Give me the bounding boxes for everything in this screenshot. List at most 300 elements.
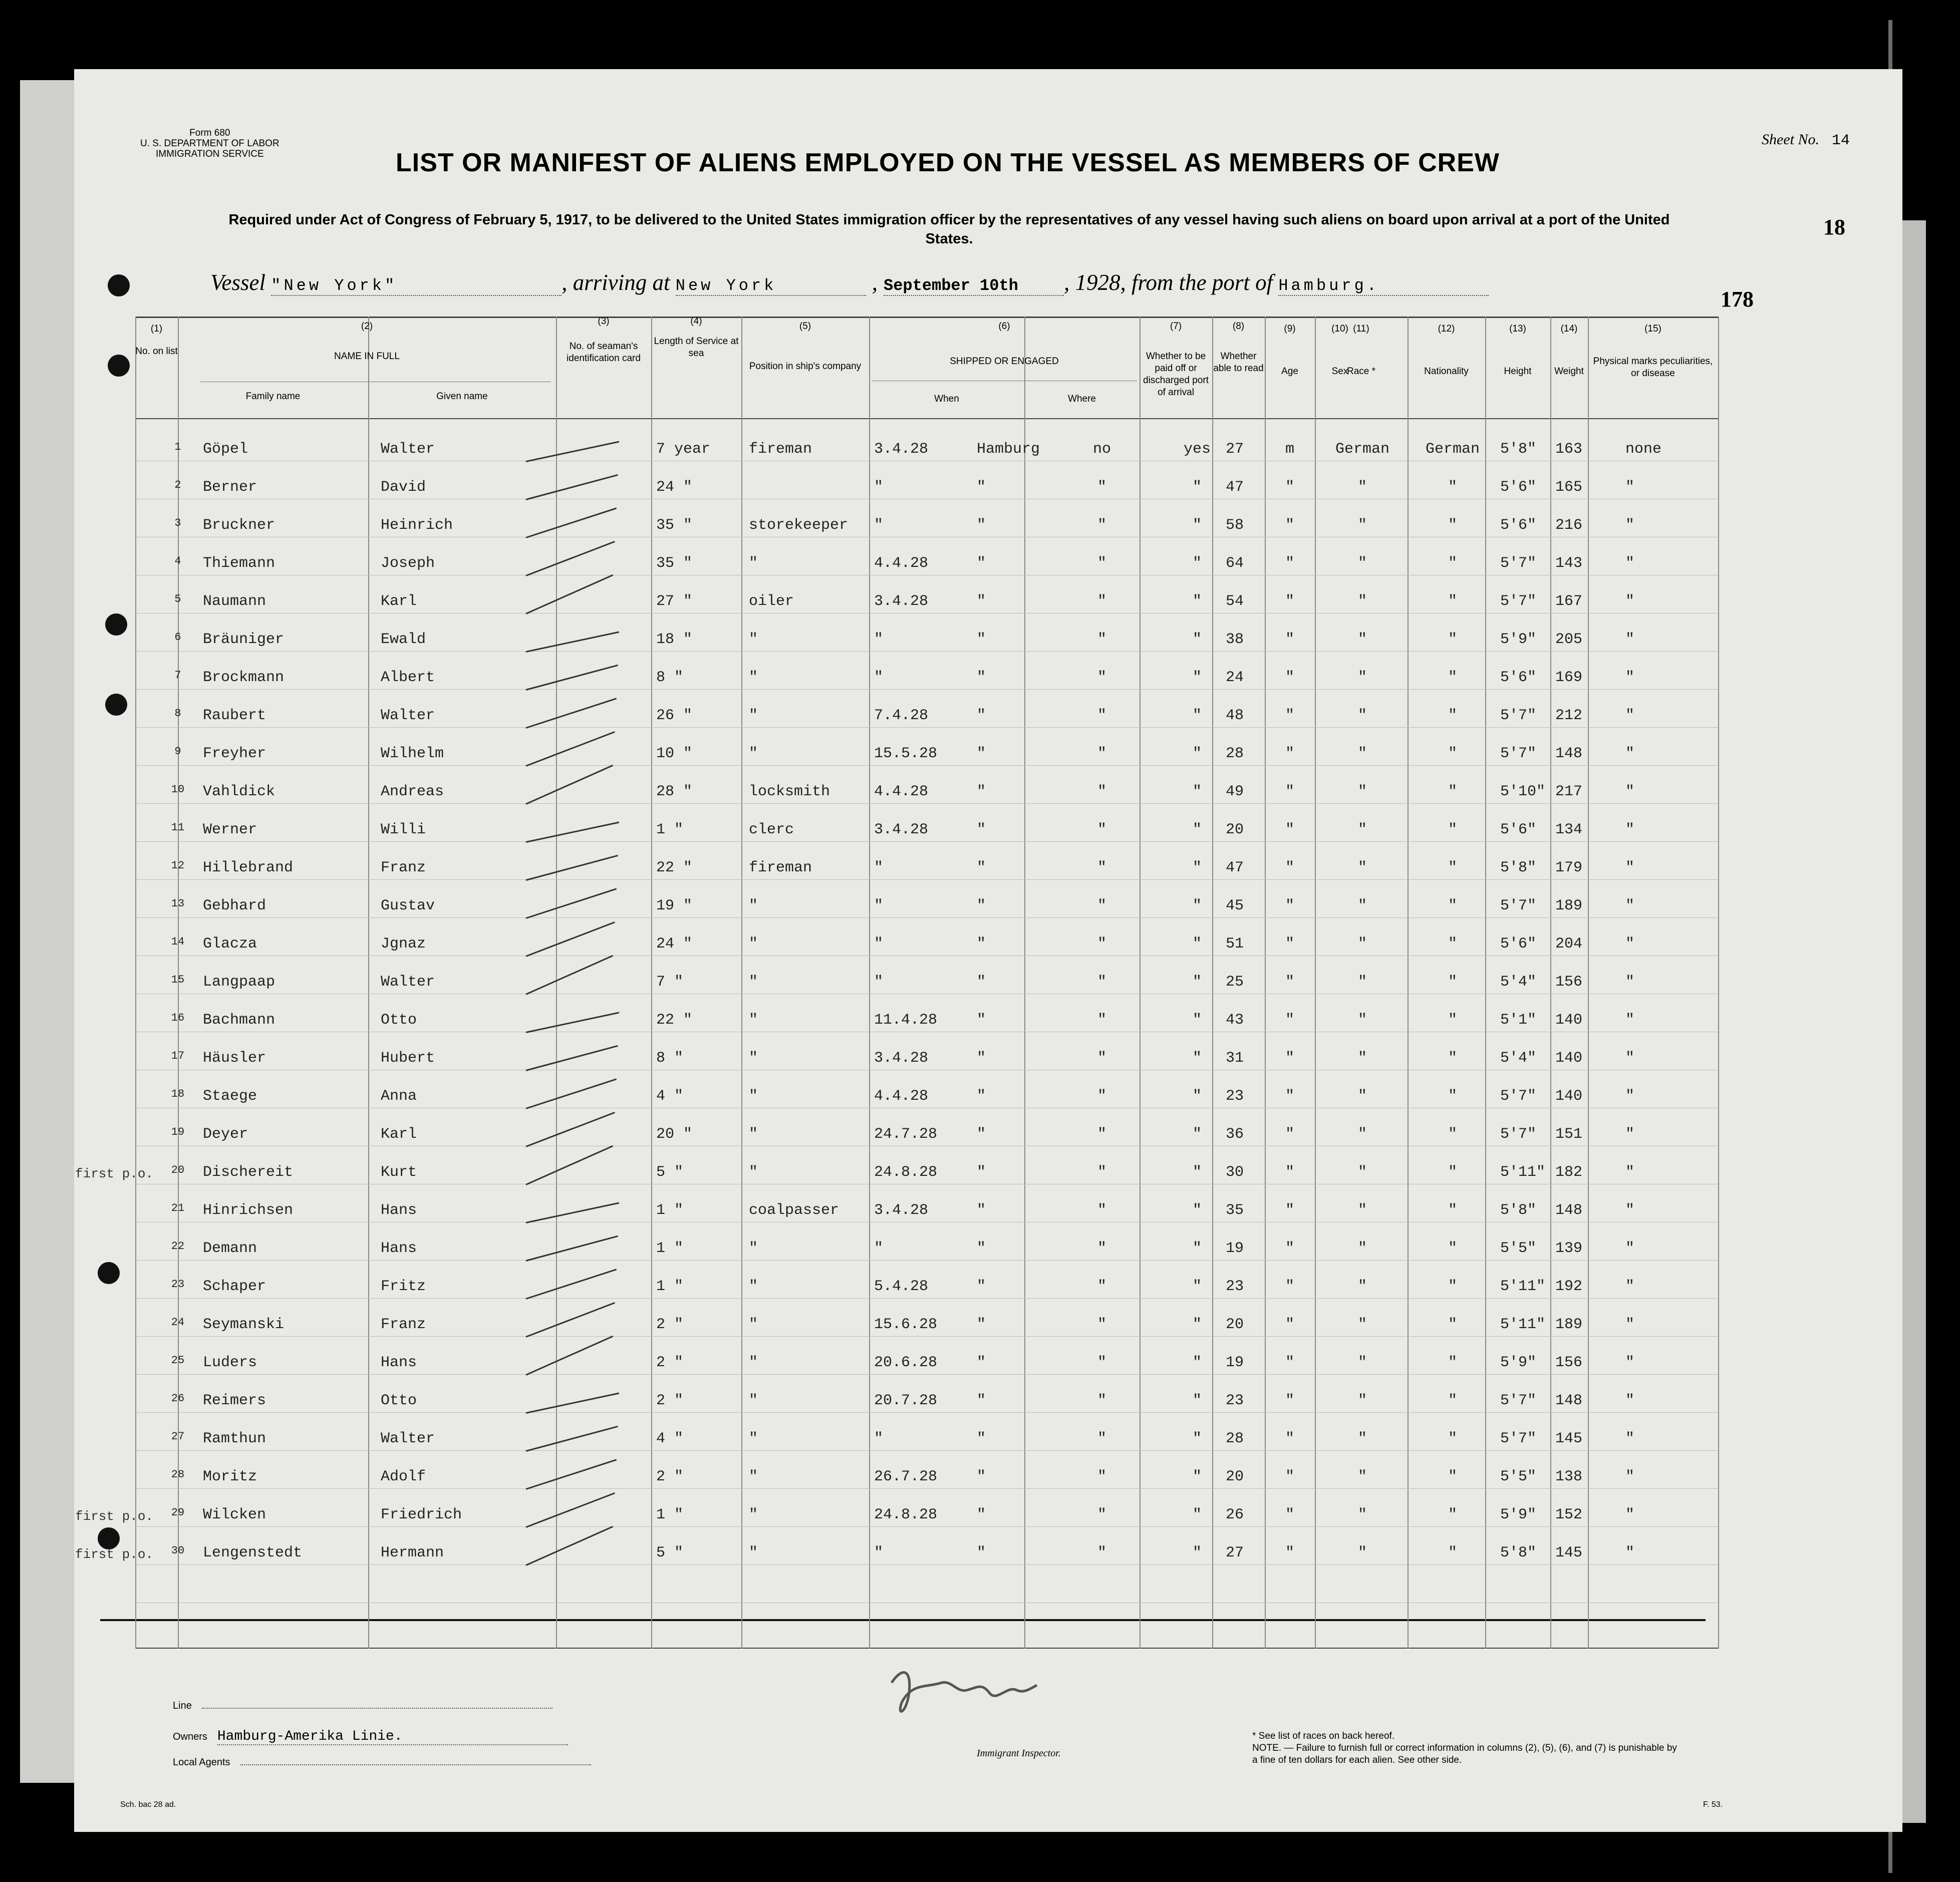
cell-height: 5'11"	[1500, 1164, 1546, 1181]
cell-marks: "	[1625, 935, 1635, 953]
column-header: When	[934, 394, 959, 404]
cell-given: Franz	[381, 1316, 426, 1333]
cell-given: Wilhelm	[381, 745, 444, 762]
column-header: Sex	[1331, 366, 1348, 377]
cell-given: Walter	[381, 441, 435, 458]
cell-nationality: "	[1448, 1050, 1458, 1067]
cell-no: 28	[171, 1468, 185, 1481]
cell-when: "	[874, 897, 884, 914]
cell-sex: "	[1285, 1468, 1295, 1485]
cell-when: 7.4.28	[874, 707, 929, 724]
cell-no: 3	[174, 517, 181, 529]
cell-position: "	[749, 631, 758, 648]
cell-no: 19	[171, 1126, 185, 1138]
column-header: Height	[1504, 366, 1532, 377]
cell-marks: "	[1625, 707, 1635, 724]
cell-sex: "	[1285, 974, 1295, 991]
vessel-info: Vessel "New York" , arriving at New York , September 10th , 1928, from the port of Hamburg.	[210, 269, 1489, 296]
next-page-edge	[1898, 220, 1926, 1823]
cell-sex: "	[1285, 1012, 1295, 1029]
cell-given: Hermann	[381, 1544, 444, 1561]
cell-nationality: "	[1448, 631, 1458, 648]
cell-no: 24	[171, 1316, 185, 1329]
row-rule	[135, 1412, 1718, 1413]
cell-marks: none	[1625, 441, 1662, 458]
cell-age: 28	[1225, 1430, 1244, 1447]
column-header: NAME IN FULL	[334, 351, 400, 362]
cell-age: 48	[1225, 707, 1244, 724]
cell-marks: "	[1625, 669, 1635, 686]
cell-nationality: "	[1448, 1506, 1458, 1523]
cell-age: 51	[1225, 935, 1244, 953]
sheet-number: Sheet No. 14	[1762, 131, 1850, 149]
column-header: Family name	[245, 391, 301, 402]
cell-weight: 189	[1555, 1316, 1583, 1333]
column-header: (8)	[1232, 321, 1245, 332]
cell-no: 29	[171, 1506, 185, 1519]
cell-when: 3.4.28	[874, 441, 929, 458]
cell-when: "	[874, 479, 884, 496]
cell-race: "	[1357, 1240, 1367, 1257]
cell-weight: 148	[1555, 1392, 1583, 1409]
cell-age: 38	[1225, 631, 1244, 648]
cell-service: 4 "	[656, 1430, 684, 1447]
cell-when: 15.6.28	[874, 1316, 938, 1333]
cell-service: 20 "	[656, 1126, 693, 1143]
cell-given: Hans	[381, 1354, 417, 1371]
cell-given: Walter	[381, 974, 435, 991]
cell-race: "	[1357, 897, 1367, 914]
cell-when: "	[874, 669, 884, 686]
cell-nationality: "	[1448, 974, 1458, 991]
cell-position: "	[749, 1544, 758, 1561]
cell-given: Adolf	[381, 1468, 426, 1485]
cell-position: "	[749, 1126, 758, 1143]
cell-weight: 152	[1555, 1506, 1583, 1523]
cell-race: "	[1357, 1088, 1367, 1105]
cell-position: locksmith	[749, 783, 830, 800]
cell-where: "	[977, 897, 986, 914]
cell-service: 2 "	[656, 1392, 684, 1409]
cell-position: "	[749, 1240, 758, 1257]
cell-height: 5'6"	[1500, 669, 1537, 686]
cell-given: Karl	[381, 593, 417, 610]
cell-age: 24	[1225, 669, 1244, 686]
cell-marks: "	[1625, 1050, 1635, 1067]
column-header: (5)	[799, 321, 811, 332]
margin-note: first p.o.	[75, 1509, 154, 1524]
cell-where: "	[977, 745, 986, 762]
cell-height: 5'7"	[1500, 745, 1537, 762]
row-rule	[135, 727, 1718, 728]
cell-read: "	[1192, 707, 1202, 724]
cell-read: "	[1192, 974, 1202, 991]
cell-given: Albert	[381, 669, 435, 686]
arrival-port: New York	[676, 276, 866, 296]
cell-given: Karl	[381, 1126, 417, 1143]
cell-marks: "	[1625, 1240, 1635, 1257]
cell-position: "	[749, 1392, 758, 1409]
row-rule	[135, 1374, 1718, 1375]
cell-sex: "	[1285, 1316, 1295, 1333]
cell-position: "	[749, 1164, 758, 1181]
cell-read: "	[1192, 669, 1202, 686]
cell-nationality: "	[1448, 1164, 1458, 1181]
cell-race: "	[1357, 974, 1367, 991]
cell-weight: 148	[1555, 1202, 1583, 1219]
cell-marks: "	[1625, 821, 1635, 838]
cell-race: "	[1357, 1354, 1367, 1371]
cell-position: "	[749, 1316, 758, 1333]
cell-read: "	[1192, 1012, 1202, 1029]
cell-where: "	[977, 1354, 986, 1371]
cell-sex: "	[1285, 631, 1295, 648]
cell-read: "	[1192, 1240, 1202, 1257]
cell-no: 15	[171, 974, 185, 986]
cell-family: Staege	[203, 1088, 257, 1105]
cell-weight: 139	[1555, 1240, 1583, 1257]
cell-service: 2 "	[656, 1354, 684, 1371]
cell-read: "	[1192, 1050, 1202, 1067]
cell-where: "	[977, 1240, 986, 1257]
year-value: 28	[1097, 270, 1121, 295]
cell-where: "	[977, 1392, 986, 1409]
cell-age: 27	[1225, 441, 1244, 458]
cell-service: 2 "	[656, 1316, 684, 1333]
cell-no: 20	[171, 1164, 185, 1176]
cell-where: "	[977, 859, 986, 876]
cell-no: 17	[171, 1050, 185, 1062]
cell-age: 45	[1225, 897, 1244, 914]
cell-sex: "	[1285, 1544, 1295, 1561]
cell-weight: 216	[1555, 517, 1583, 534]
cell-marks: "	[1625, 517, 1635, 534]
cell-given: Kurt	[381, 1164, 417, 1181]
column-rule	[1588, 317, 1589, 1649]
cell-marks: "	[1625, 593, 1635, 610]
cell-marks: "	[1625, 555, 1635, 572]
year-prefix: , 19	[1064, 270, 1098, 295]
cell-weight: 217	[1555, 783, 1583, 800]
agents-field: Local Agents	[173, 1757, 591, 1768]
cell-sex: "	[1285, 1202, 1295, 1219]
cell-age: 23	[1225, 1278, 1244, 1295]
cell-sex: "	[1285, 935, 1295, 953]
cell-service: 22 "	[656, 1012, 693, 1029]
cell-sex: "	[1285, 1278, 1295, 1295]
cell-weight: 145	[1555, 1544, 1583, 1561]
cell-position: "	[749, 1088, 758, 1105]
cell-nationality: "	[1448, 593, 1458, 610]
cell-read: "	[1192, 1202, 1202, 1219]
row-rule	[135, 803, 1718, 804]
cell-service: 19 "	[656, 897, 693, 914]
cell-paid: "	[1097, 1354, 1107, 1371]
cell-age: 47	[1225, 479, 1244, 496]
cell-when: 3.4.28	[874, 1050, 929, 1067]
cell-weight: 143	[1555, 555, 1583, 572]
cell-family: Wilcken	[203, 1506, 266, 1523]
cell-nationality: "	[1448, 1430, 1458, 1447]
cell-position: "	[749, 935, 758, 953]
cell-family: Naumann	[203, 593, 266, 610]
cell-when: 3.4.28	[874, 593, 929, 610]
form-id: Form 680 U. S. DEPARTMENT OF LABOR IMMIGRATION SERVICE	[140, 128, 279, 159]
fine-note: NOTE. — Failure to furnish full or correct information in columns (2), (5), (6), and (7) is punishable by a fine of ten dollars for each alien. See other side.	[1252, 1743, 1677, 1765]
cell-nationality: "	[1448, 1278, 1458, 1295]
column-rule	[869, 317, 870, 1649]
cell-read: "	[1192, 479, 1202, 496]
cell-height: 5'7"	[1500, 1430, 1537, 1447]
cell-no: 6	[174, 631, 181, 644]
cell-given: Ewald	[381, 631, 426, 648]
cell-given: Andreas	[381, 783, 444, 800]
column-rule	[1718, 317, 1719, 1649]
cell-weight: 140	[1555, 1088, 1583, 1105]
cell-age: 27	[1225, 1544, 1244, 1561]
cell-family: Thiemann	[203, 555, 275, 572]
column-rule	[368, 317, 369, 1649]
cell-service: 1 "	[656, 1202, 684, 1219]
cell-race: German	[1335, 441, 1390, 458]
punch-hole	[108, 355, 130, 377]
cell-marks: "	[1625, 631, 1635, 648]
cell-no: 22	[171, 1240, 185, 1252]
cell-service: 35 "	[656, 517, 693, 534]
cell-where: "	[977, 1126, 986, 1143]
cell-family: Hillebrand	[203, 859, 294, 876]
cell-read: "	[1192, 745, 1202, 762]
column-header: SHIPPED OR ENGAGED	[950, 356, 1059, 367]
cell-family: Demann	[203, 1240, 257, 1257]
cell-height: 5'7"	[1500, 555, 1537, 572]
cell-marks: "	[1625, 1506, 1635, 1523]
cell-when: 24.7.28	[874, 1126, 938, 1143]
cell-where: "	[977, 593, 986, 610]
cell-family: Glacza	[203, 935, 257, 953]
owners-field: Owners Hamburg-Amerika Linie.	[173, 1729, 568, 1745]
cell-service: 10 "	[656, 745, 693, 762]
cell-weight: 182	[1555, 1164, 1583, 1181]
cell-given: Otto	[381, 1012, 417, 1029]
row-rule	[135, 1450, 1718, 1451]
cell-age: 35	[1225, 1202, 1244, 1219]
cell-marks: "	[1625, 1354, 1635, 1371]
cell-marks: "	[1625, 1088, 1635, 1105]
cell-nationality: "	[1448, 1088, 1458, 1105]
cell-no: 1	[174, 441, 181, 453]
cell-where: "	[977, 1050, 986, 1067]
cell-nationality: "	[1448, 517, 1458, 534]
column-header: Age	[1281, 366, 1298, 377]
cell-weight: 212	[1555, 707, 1583, 724]
cell-race: "	[1357, 859, 1367, 876]
cell-sex: "	[1285, 783, 1295, 800]
inspector-signature	[882, 1663, 1047, 1732]
cell-paid: "	[1097, 1012, 1107, 1029]
arriving-label: , arriving at	[562, 270, 670, 295]
cell-given: Otto	[381, 1392, 417, 1409]
cell-sex: "	[1285, 897, 1295, 914]
cell-race: "	[1357, 1316, 1367, 1333]
cell-position: storekeeper	[749, 517, 849, 534]
column-header: (3)	[598, 316, 610, 327]
cell-read: "	[1192, 1430, 1202, 1447]
cell-position: "	[749, 707, 758, 724]
cell-when: 20.6.28	[874, 1354, 938, 1371]
cell-sex: "	[1285, 555, 1295, 572]
column-rule	[1212, 317, 1213, 1649]
table-bottom-rule	[135, 1648, 1718, 1649]
cell-age: 31	[1225, 1050, 1244, 1067]
column-header: Race *	[1346, 366, 1376, 377]
cell-family: Häusler	[203, 1050, 266, 1067]
cell-age: 20	[1225, 1316, 1244, 1333]
cell-read: "	[1192, 1506, 1202, 1523]
cell-no: 10	[171, 783, 185, 796]
page-code: F. 53.	[1703, 1800, 1723, 1809]
cell-paid: "	[1097, 593, 1107, 610]
cell-service: 1 "	[656, 821, 684, 838]
cell-read: "	[1192, 1088, 1202, 1105]
cell-paid: "	[1097, 974, 1107, 991]
cell-race: "	[1357, 1392, 1367, 1409]
cell-paid: "	[1097, 897, 1107, 914]
punch-hole	[105, 694, 127, 716]
margin-mark: 18	[1823, 215, 1845, 239]
cell-age: 49	[1225, 783, 1244, 800]
cell-height: 5'5"	[1500, 1240, 1537, 1257]
cell-sex: "	[1285, 1240, 1295, 1257]
cell-paid: "	[1097, 669, 1107, 686]
cell-race: "	[1357, 669, 1367, 686]
cell-where: "	[977, 479, 986, 496]
cell-sex: "	[1285, 821, 1295, 838]
cell-marks: "	[1625, 1468, 1635, 1485]
cell-read: "	[1192, 897, 1202, 914]
cell-position: oiler	[749, 593, 794, 610]
cell-weight: 156	[1555, 1354, 1583, 1371]
cell-when: 24.8.28	[874, 1506, 938, 1523]
cell-nationality: "	[1448, 897, 1458, 914]
cell-height: 5'8"	[1500, 1202, 1537, 1219]
cell-where: "	[977, 707, 986, 724]
cell-no: 14	[171, 935, 185, 948]
cell-service: 28 "	[656, 783, 693, 800]
cell-when: 20.7.28	[874, 1392, 938, 1409]
cell-sex: "	[1285, 1088, 1295, 1105]
cell-service: 7 year	[656, 441, 711, 458]
cell-paid: "	[1097, 821, 1107, 838]
cell-weight: 169	[1555, 669, 1583, 686]
cell-family: Gebhard	[203, 897, 266, 914]
stamp-number: 178	[1721, 287, 1754, 311]
row-rule	[135, 651, 1718, 652]
cell-read: "	[1192, 783, 1202, 800]
cell-weight: 140	[1555, 1012, 1583, 1029]
cell-paid: "	[1097, 1164, 1107, 1181]
cell-given: Friedrich	[381, 1506, 462, 1523]
cell-sex: "	[1285, 745, 1295, 762]
cell-where: "	[977, 1278, 986, 1295]
cell-paid: "	[1097, 631, 1107, 648]
cell-age: 23	[1225, 1392, 1244, 1409]
cell-no: 30	[171, 1544, 185, 1557]
cell-race: "	[1357, 783, 1367, 800]
cell-family: Raubert	[203, 707, 266, 724]
column-header: Physical marks peculiarities, or disease	[1593, 356, 1713, 379]
cell-position: "	[749, 745, 758, 762]
cell-sex: "	[1285, 669, 1295, 686]
row-rule	[135, 917, 1718, 918]
cell-where: "	[977, 1012, 986, 1029]
cell-where: "	[977, 669, 986, 686]
cell-weight: 151	[1555, 1126, 1583, 1143]
column-header: Whether to be paid off or discharged port of arrival	[1143, 351, 1209, 398]
cell-height: 5'7"	[1500, 897, 1537, 914]
cell-no: 25	[171, 1354, 185, 1367]
cell-when: "	[874, 859, 884, 876]
cell-where: "	[977, 1088, 986, 1105]
cell-when: "	[874, 631, 884, 648]
cell-read: "	[1192, 593, 1202, 610]
cell-when: 4.4.28	[874, 783, 929, 800]
cell-paid: "	[1097, 1278, 1107, 1295]
cell-where: "	[977, 1544, 986, 1561]
cell-service: 35 "	[656, 555, 693, 572]
cell-age: 20	[1225, 821, 1244, 838]
cell-when: 15.5.28	[874, 745, 938, 762]
departure-port: Hamburg.	[1278, 276, 1489, 296]
cell-race: "	[1357, 1430, 1367, 1447]
cell-sex: "	[1285, 1392, 1295, 1409]
cell-race: "	[1357, 935, 1367, 953]
page-subtitle: Required under Act of Congress of February 5, 1917, to be delivered to the United States immigration officer by the representatives of any vessel having such aliens on board upon arrival at a port of the United States.	[228, 212, 1670, 247]
cell-race: "	[1357, 593, 1367, 610]
cell-height: 5'6"	[1500, 517, 1537, 534]
cell-nationality: "	[1448, 1126, 1458, 1143]
cell-position: "	[749, 1354, 758, 1371]
cell-weight: 189	[1555, 897, 1583, 914]
cell-when: 26.7.28	[874, 1468, 938, 1485]
cell-paid: no	[1092, 441, 1111, 458]
cell-position: coalpasser	[749, 1202, 839, 1219]
cell-when: "	[874, 517, 884, 534]
port-label: , from the port of	[1120, 270, 1273, 295]
cell-height: 5'7"	[1500, 1392, 1537, 1409]
cell-height: 5'8"	[1500, 859, 1537, 876]
cell-paid: "	[1097, 1468, 1107, 1485]
row-rule	[135, 1564, 1718, 1565]
cell-given: Walter	[381, 707, 435, 724]
cell-age: 23	[1225, 1088, 1244, 1105]
cell-given: Gustav	[381, 897, 435, 914]
cell-nationality: "	[1448, 935, 1458, 953]
cell-where: "	[977, 1164, 986, 1181]
cell-family: Werner	[203, 821, 257, 838]
cell-read: "	[1192, 1468, 1202, 1485]
cell-given: Walter	[381, 1430, 435, 1447]
cell-when: 4.4.28	[874, 1088, 929, 1105]
cell-height: 5'4"	[1500, 1050, 1537, 1067]
cell-weight: 140	[1555, 1050, 1583, 1067]
cell-family: Hinrichsen	[203, 1202, 294, 1219]
cell-where: "	[977, 783, 986, 800]
column-header: (6)	[998, 321, 1010, 332]
cell-race: "	[1357, 631, 1367, 648]
vessel-name: "New York"	[271, 276, 562, 296]
cell-marks: "	[1625, 1544, 1635, 1561]
